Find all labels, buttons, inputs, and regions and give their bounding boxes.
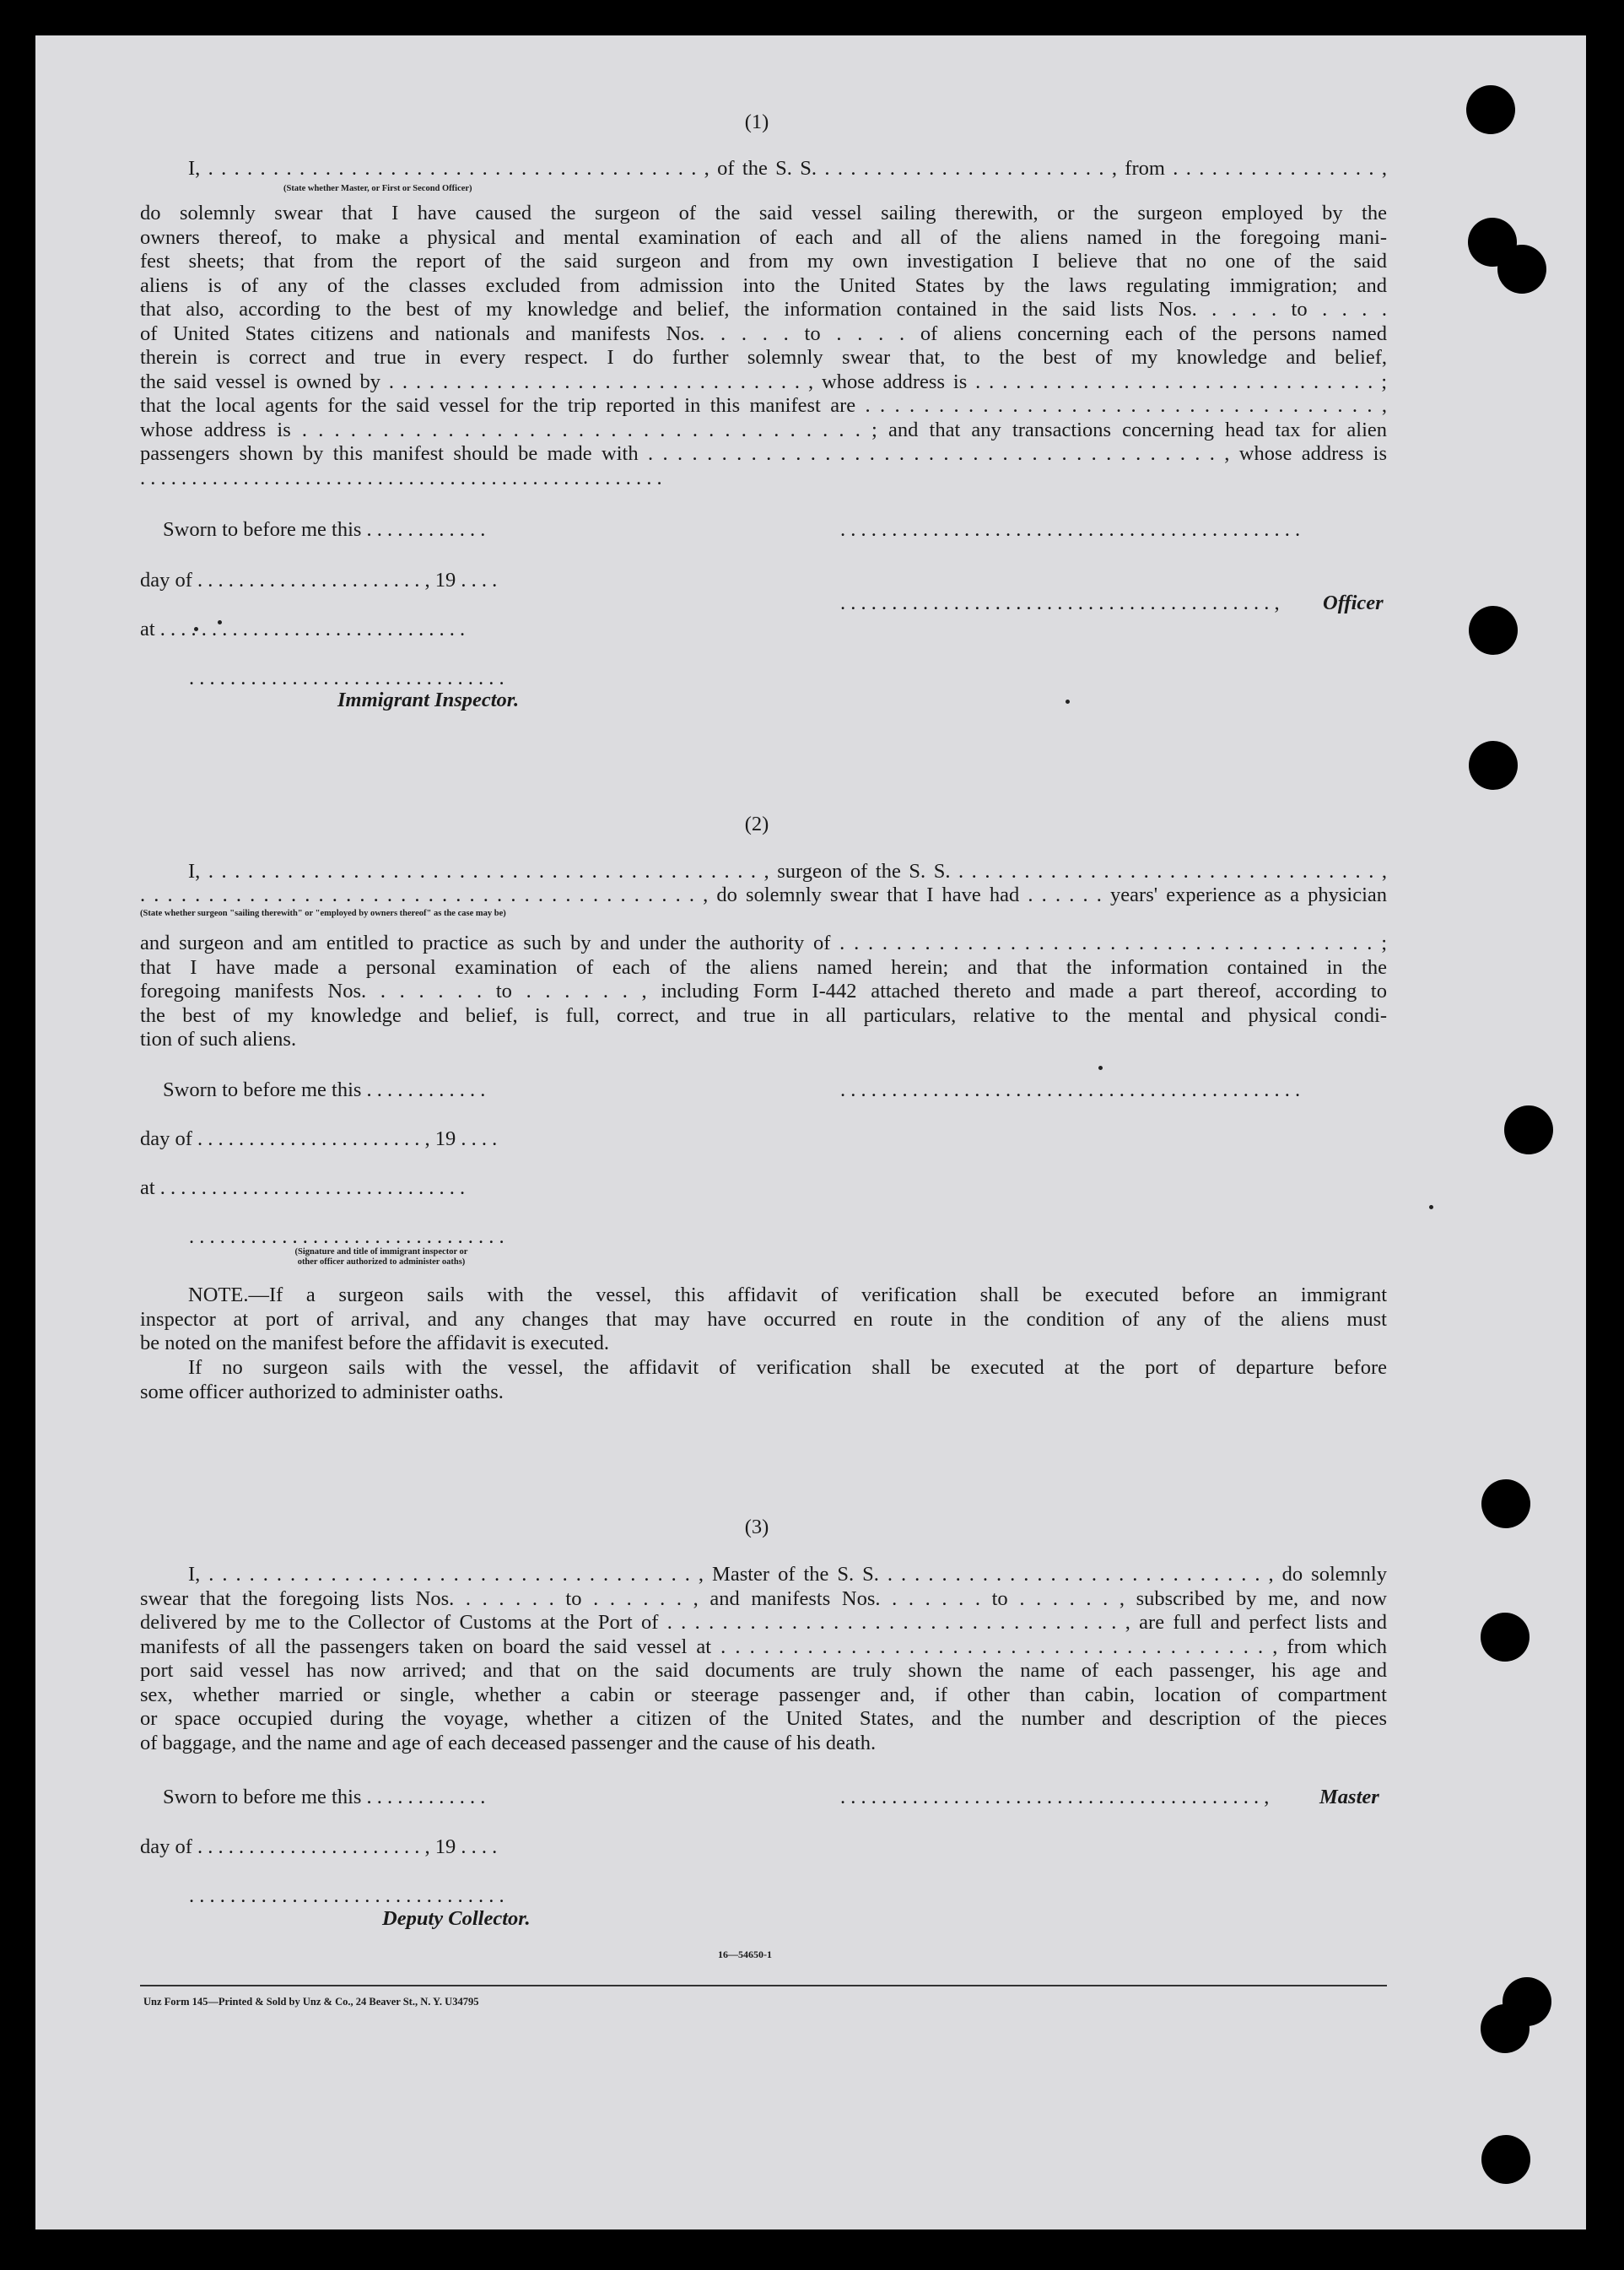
section-1-right-dots: . . . . . . . . . . . . . . . . . . . . . . . . . . . . . . . . . . . . . . . . . . . . . <box>840 518 1301 541</box>
punch-hole <box>1497 245 1546 294</box>
section-1-number: (1) <box>744 111 769 133</box>
section-2-number: (2) <box>744 813 769 835</box>
section-3-number: (3) <box>744 1516 769 1538</box>
punch-hole <box>1469 741 1518 790</box>
ink-speck <box>1066 700 1070 704</box>
section-3-master-title: Master <box>1319 1786 1379 1808</box>
section-2-signature-note-2: other officer authorized to administer oaths) <box>297 1257 466 1267</box>
section-2-signature-dots: . . . . . . . . . . . . . . . . . . . . . . . . . . . . . . . <box>189 1225 504 1248</box>
section-3-master-dots: . . . . . . . . . . . . . . . . . . . . . . . . . . . . . . . . . . . . . . . . . , <box>840 1786 1270 1808</box>
section-1-signature-title: Immigrant Inspector. <box>337 689 520 711</box>
section-2-line-2-note: (State whether surgeon "sailing therewith" or "employed by owners thereof" as the case may be) <box>140 909 506 918</box>
punch-hole <box>1504 1105 1553 1154</box>
section-2-at-line: at . . . . . . . . . . . . . . . . . . . . . . . . . . . . . . <box>140 1176 466 1199</box>
punch-hole <box>1481 1613 1530 1662</box>
punch-hole <box>1466 85 1515 134</box>
punch-hole <box>1481 2135 1530 2184</box>
punch-hole <box>1469 606 1518 655</box>
section-1-line-1: I, . . . . . . . . . . . . . . . . . . . . . . . . . . . . . . . . . . . . . . , of the S. S. . . . . . . . . . . . . . . . . . . . . . . , from . . . . . . . . . . . . . . . . , <box>188 157 1387 180</box>
section-3-signature-dots: . . . . . . . . . . . . . . . . . . . . . . . . . . . . . . . <box>189 1884 504 1907</box>
section-3-day-line: day of . . . . . . . . . . . . . . . . . . . . . . , 19 . . . . <box>140 1835 498 1858</box>
section-1-paragraph: do solemnly swear that I have caused the surgeon of the said vessel sailing therewith, or the surgeon employed by the owners thereof, to make a physical and mental examination of each and all of the aliens named in the foregoing mani- fest sheets; that from the report of the said surgeon and from my own investigation I believe that no one of the said aliens is of any of the classes excluded from admission into the United States by the laws regulating immigration; and that also, according to the best of my knowledge and belief, the information contained in the said lists Nos. . . . . to . . . . of United States citizens and nationals and manifests Nos. . . . . to . . . . of aliens concerning each of the persons named therein is correct and true in every respect. I do further solemnly swear that, to the best of my knowledge and belief, the said vessel is owned by . . . . . . . . . . . . . . . . . . . . . . . . . . . . . . . , whose address is . . . . . . . . . . . . . . . . . . . . . . . . . . . . . . ; that the local agents for the said vessel for the trip reported in this manifest are . . . . . . . . . . . . . . . . . . . . . . . . . . . . . . . . . . . , whose address is . . . . . . . . . . . . . . . . . . . . . . . . . . . . . . . . . . . ; and that any transactions concerning head tax for alien passengers shown by this manifest should be made with . . . . . . . . . . . . . . . . . . . . . . . . . . . . . . . . . . . . . . . , whose address is . . . . . . . . . . . . . . . . . . . . . . . . . . . . . . . . . . . . . . . . . . . . . . . . . . . <box>140 202 1387 489</box>
section-1-officer-dots: . . . . . . . . . . . . . . . . . . . . . . . . . . . . . . . . . . . . . . . . . . , <box>840 592 1280 614</box>
ink-speck <box>1429 1205 1433 1209</box>
section-1-signature-dots: . . . . . . . . . . . . . . . . . . . . . . . . . . . . . . . <box>189 667 504 689</box>
footer-printer-line: Unz Form 145—Printed & Sold by Unz & Co., 24 Beaver St., N. Y. U34795 <box>143 1996 479 2008</box>
punch-hole <box>1481 2004 1530 2053</box>
section-1-at-line: at . . . . . . . . . . . . . . . . . . . . . . . . . . . . . . <box>140 618 466 640</box>
section-2-right-dots: . . . . . . . . . . . . . . . . . . . . . . . . . . . . . . . . . . . . . . . . . . . . . <box>840 1078 1301 1101</box>
section-3-sworn-line: Sworn to before me this . . . . . . . . . . . . <box>163 1786 486 1808</box>
section-1-sworn-line: Sworn to before me this . . . . . . . . . . . . <box>163 518 486 541</box>
section-2-sworn-line: Sworn to before me this . . . . . . . . . . . . <box>163 1078 486 1101</box>
section-1-day-line: day of . . . . . . . . . . . . . . . . . . . . . . , 19 . . . . <box>140 569 498 592</box>
section-2-paragraph: and surgeon and am entitled to practice as such by and under the authority of . . . . . . . . . . . . . . . . . . . . . . . . . . . . . . . . . . . . . . ; that I have made a personal examination of each of the aliens named herein; and that the information contained in the foregoing manifests Nos. . . . . . . to . . . . . . , including Form I-442 attached thereto and made a part thereof, according to the best of my knowledge and belief, is full, correct, and true in all particulars, relative to the mental and physical condi- tion of such aliens. <box>140 932 1387 1051</box>
section-2-line-2: . . . . . . . . . . . . . . . . . . . . . . . . . . . . . . . . . . . . . . . . . , do solemnly swear that I have had . . . . . . years' experience as a physician <box>140 884 1387 906</box>
section-2-note: NOTE.—If a surgeon sails with the vessel, this affidavit of verification shall be executed before an immigrant inspector at port of arrival, and any changes that may have occurred en route in the condition of any of the aliens must be noted on the manifest before the affidavit is executed. <box>140 1284 1387 1354</box>
section-2-note-2: If no surgeon sails with the vessel, the affidavit of verification shall be executed at the port of departure before some officer authorized to administer oaths. <box>140 1356 1387 1403</box>
section-3-signature-title: Deputy Collector. <box>382 1907 531 1930</box>
section-2-line-1: I, . . . . . . . . . . . . . . . . . . . . . . . . . . . . . . . . . . . . . . . . . . , surgeon of the S. S. . . . . . . . . . . . . . . . . . . . . . . . . . . . . . . . . , <box>188 860 1387 883</box>
section-1-officer-title: Officer <box>1323 592 1384 614</box>
section-1-line-1-note: (State whether Master, or First or Second Officer) <box>283 184 472 193</box>
ink-speck <box>1098 1066 1103 1070</box>
section-2-signature-note-1: (Signature and title of immigrant inspector or <box>294 1247 468 1257</box>
section-2-day-line: day of . . . . . . . . . . . . . . . . . . . . . . , 19 . . . . <box>140 1127 498 1150</box>
form-code: 16—54650-1 <box>718 1948 772 1960</box>
section-3-paragraph: I, . . . . . . . . . . . . . . . . . . . . . . . . . . . . . . . . . . . . , Master of the S. S. . . . . . . . . . . . . . . . . . . . . . . . . . . . . , do solemnly swear that the foregoing lists Nos. . . . . . . to . . . . . . , and manifests Nos. . . . . . . to . . . . . . , subscribed by me, and now delivered by me to the Collector of Customs at the Port of . . . . . . . . . . . . . . . . . . . . . . . . . . . . . . . . . , are full and perfect lists and manifests of all the passengers taken on board the said vessel at . . . . . . . . . . . . . . . . . . . . . . . . . . . . . . . . . . . . . . , from which port said vessel has now arrived; and that on the said documents are truly shown the name of each passenger, his age and sex, whether married or single, whether a cabin or steerage passenger and, if other than cabin, location of compartment or space occupied during the voyage, whether a citizen of the United States, and the number and description of the pieces of baggage, and the name and age of each deceased passenger and the cause of his death. <box>140 1563 1387 1754</box>
punch-hole <box>1481 1479 1530 1528</box>
footer-rule <box>140 1985 1387 1986</box>
